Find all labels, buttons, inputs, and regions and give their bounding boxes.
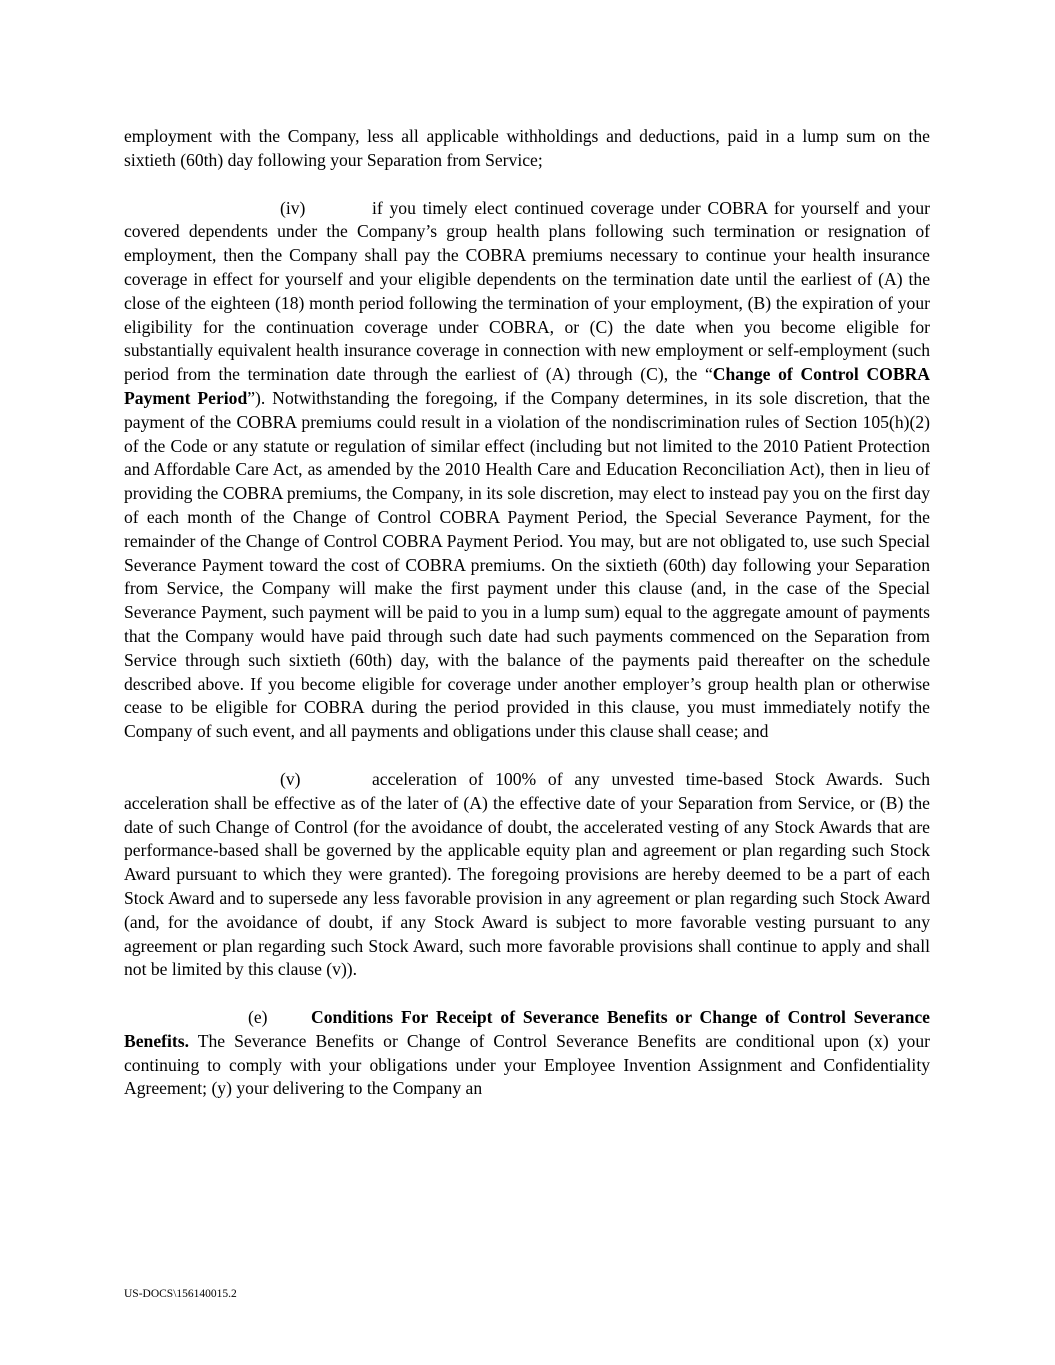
section-e-number: (e) bbox=[248, 1007, 268, 1028]
item-iv-text-a: if you timely elect continued coverage under COBRA for yourself and your covered dependents under the Company’s group health plans following such termination or resignation of employment, then the Company shall pay the COBRA premiums necessary to continue your health insurance coverage in effect for yourself and your eligible dependents on the termination date until the earliest of (A) the close of the eighteen (18) month period following the termination of your employment, (B) the expiration of your eligibility for the continuation coverage under COBRA, or (C) the date when you become eligible for substantially equivalent health insurance coverage in connection with new employment or self-employment (such period from the termination date through the earliest of (A) through (C), the “ bbox=[124, 197, 930, 385]
item-iv-number: (iv) bbox=[280, 197, 306, 218]
document-footer-id: US-DOCS\156140015.2 bbox=[124, 1288, 237, 1300]
section-e-heading: Conditions For Receipt of Severance Benefits or Change of Control Severance Benefits. bbox=[124, 1007, 930, 1051]
item-v-number: (v) bbox=[280, 768, 301, 789]
item-v-text: acceleration of 100% of any unvested time-based Stock Awards. Such acceleration shall be effective as of the later of (A) the effective date of your Separation from Service, or (B) the date of such Change of Control (for the avoidance of doubt, the accelerated vesting of any Stock Awards that are performance-based shall be governed by the applicable equity plan and agreement or plan regarding such Stock Award pursuant to which they were granted). The foregoing provisions are hereby deemed to be a part of each Stock Award and to supersede any less favorable provision in any agreement or plan regarding such Stock Award (and, for the avoidance of doubt, if any Stock Award is subject to more favorable vesting pursuant to any agreement or plan regarding such Stock Award, such more favorable provisions shall continue to apply and shall not be limited by this clause (v)). bbox=[124, 768, 930, 980]
item-iv-defined-term: Change of Control COBRA Payment Period bbox=[124, 364, 930, 408]
section-e-paragraph bbox=[124, 1006, 930, 1101]
item-iv-text-b: ”). Notwithstanding the foregoing, if the Company determines, in its sole discretion, that the payment of the COBRA premiums could result in a violation of the nondiscrimination rules of Section 105(h)(2) of the Code or any statute or regulation of similar effect (including but not limited to the 2010 Patient Protection and Affordable Care Act, as amended by the 2010 Health Care and Education Reconciliation Act), then in lieu of providing the COBRA premiums, the Company, in its sole discretion, may elect to instead pay you on the first day of each month of the Change of Control COBRA Payment Period, the Special Severance Payment, for the remainder of the Change of Control COBRA Payment Period. You may, but are not obligated to, use such Special Severance Payment toward the cost of COBRA premiums. On the sixtieth (60th) day following your Separation from Service, the Company will make the first payment under this clause (and, in the case of the Special Severance Payment, such payment will be paid to you in a lump sum) equal to the aggregate amount of payments that the Company would have paid through such date had such payments commenced on the Separation from Service through such sixtieth (60th) day, with the balance of the payments paid thereafter on the schedule described above. If you become eligible for coverage under another employer’s group health plan or otherwise cease to be eligible for COBRA during the period provided in this clause, you must immediately notify the Company of such event, and all payments and obligations under this clause shall cease; and bbox=[124, 387, 930, 742]
item-v-paragraph bbox=[124, 768, 930, 982]
document-body bbox=[124, 125, 930, 1101]
section-e-text: The Severance Benefits or Change of Control Severance Benefits are conditional upon (x) your continuing to comply with your obligations under your Employee Invention Assignment and Confidentiality Agreement; (y) your delivering to the Company an bbox=[124, 1030, 930, 1099]
paragraph-intro: employment with the Company, less all applicable withholdings and deductions, paid in a lump sum on the sixtieth (60th) day following your Separation from Service; bbox=[124, 126, 930, 170]
item-iv-paragraph bbox=[124, 197, 930, 744]
